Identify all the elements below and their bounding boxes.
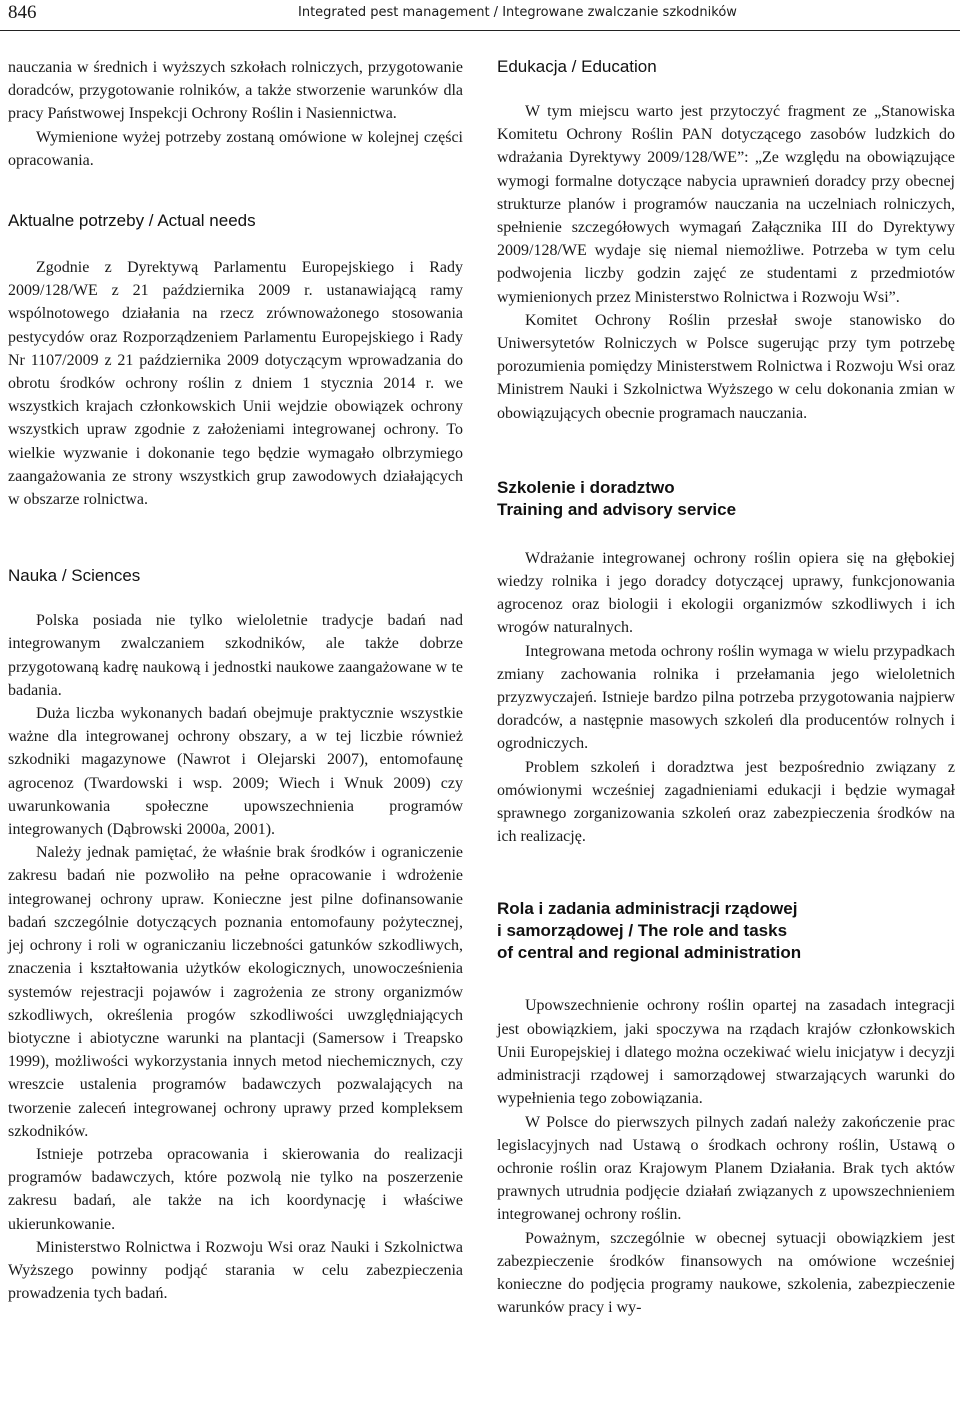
heading-administration-line-3: of central and regional administration: [497, 943, 802, 963]
page-number: 846: [8, 2, 37, 23]
training-paragraph-2: Integrowana metoda ochrony roślin wymaga w wielu przypadkach zmiany zachowania rolnika i przełamania jego wieloletnich przyzwyczajeń. Istnieje bardzo pilna potrzeba przygotowania najpierw doradców, a następnie masowych szkoleń dla producentów rolnych i ogrodniczych.: [497, 642, 955, 753]
intro-paragraph-1: nauczania w średnich i wyższych szkołach rolniczych, przygotowanie doradców, przygotowanie rolników, a także stworzenie warunków dla pracy Państwowej Inspekcji Ochrony Roślin i Nasiennictwa.: [8, 59, 463, 123]
actual-needs-paragraph: Zgodnie z Dyrektywą Parlamentu Europejskiego i Rady 2009/128/WE z 21 października 2009 r. ustanawiającą ramy wspólnotowego działania na rzecz zrównoważonego stosowania pestycydów oraz Rozporządzeniem Parlamentu Europejskiego i Rady Nr 1107/2009 z 21 października 2009 dotyczącym wprowadzania do obrotu środków ochrony roślin z dniem 1 stycznia 2014 r. we wszystkich krajach członkowskich Unii wejdzie obowiązek ochrony wszystkich upraw zgodnie z założeniami integrowanej ochrony. To wielkie wyzwanie i dokonanie tego będzie wymagało olbrzymiego zaangażowania ze strony wszystkich grup zawodowych działających w obszarze rolnictwa.: [8, 259, 463, 509]
sciences-paragraph-4: Istnieje potrzeba opracowania i skierowania do realizacji programów badawczych, które pozwolą nie tylko na poszerzenie zakresu badań, ale także na ich koordynację i właściwe ukierunkowanie.: [8, 1145, 463, 1233]
intro-paragraph-2: Wymienione wyżej potrzeby zostaną omówione w kolejnej części opracowania.: [8, 128, 463, 169]
page-header: [0, 0, 960, 31]
education-paragraph-2: Komitet Ochrony Roślin przesłał swoje stanowisko do Uniwersytetów Rolniczych w Polsce sugerując przy tym potrzebę porozumienia pomiędzy Ministerstwem Rolnictwa i Rozwoju Wsi oraz Ministrem Nauki i Szkolnictwa Wyższego w celu dokonania zmian w obowiązujących obecnie programach nauczania.: [497, 311, 955, 422]
heading-training: [497, 477, 955, 521]
sciences-paragraph-3: Należy jednak pamiętać, że właśnie brak środków i ograniczenie zakresu badań nie pozwoliło na pełne opracowanie i wdrożenie integrowanej ochrony upraw. Konieczne jest pilne dofinansowanie badań szczególnie dotyczących poznania entomofauny pożytecznej, jej ochrony i roli w ograniczaniu liczebności gatunków szkodliwych, znaczenia i kształtowania użytków ekologicznych, unowocześnienia systemów rejestracji pojawów i zagrożenia ze strony organizmów szkodliwych, określenia progów szkodliwości uwzględniających biotyczne i abiotyczne warunki na plantacji (Samersow i Treapsko 1999), możliwości wykorzystania innych metod niechemicznych, czy wreszcie ustalenia programów badawczych pozwalających na tworzenie zaleceń integrowanej ochrony uprawy przed kompleksem szkodników.: [8, 844, 463, 1140]
education-paragraph-1: W tym miejscu warto jest przytoczyć fragment ze „Stanowiska Komitetu Ochrony Roślin PAN dotyczącego zasobów ludzkich do wdrażania Dyrektywy 2009/128/WE”: „Ze względu na obowiązujące wymogi formalne dotyczące nabycia uprawnień doradcy przy obecnej strukturze planów i programów nauczania na uczelniach rolniczych, spełnienie szczegółowych wymagań Załącznika III do Dyrektywy 2009/128/WE wydaje się niemal niemożliwe. Potrzeba w tym celu podwojenia liczby godzin zajęć ze studentami z przedmiotów wymienionych przez Ministerstwo Rolnictwa i Rozwoju Wsi”.: [497, 103, 955, 306]
training-paragraph-1: Wdrażanie integrowanej ochrony roślin opiera się na głębokiej wiedzy rolnika i jego doradcy dotyczącej uprawy, funkcjonowania agrocenoz oraz biologii i ekologii organizmów szkodliwych i ich wrogów naturalnych.: [497, 549, 955, 637]
heading-training-line-2: Training and advisory service: [497, 499, 737, 519]
administration-paragraph-1: Upowszechnienie ochrony roślin opartej na zasadach integracji jest obowiązkiem, jaki spoczywa na rządach krajów członkowskich Unii Europejskiej i dlatego można oczekiwać wielu inicjatyw i decyzji administracji rządowej i samorządowej stwarzających warunki do wypełnienia tego zobowiązania.: [497, 997, 955, 1108]
sciences-paragraph-2: Duża liczba wykonanych badań obejmuje praktycznie wszystkie ważne dla integrowanej ochrony obszary, a w tej liczbie również szkodniki magazynowe (Nawrot i Olejarski 2007), entomofaunę agrocenoz (Twardowski i wsp. 2009; Wiech i Wnuk 2009) czy uwarunkowania społeczne upowszechnienia programów integrowanych (Dąbrowski 2000a, 2001).: [8, 705, 463, 839]
left-column: [8, 56, 463, 1305]
heading-sciences: Nauka / Sciences: [8, 566, 141, 586]
sciences-paragraph-1: Polska posiada nie tylko wieloletnie tradycje badań nad integrowanym zwalczaniem szkodników, ale także dobrze przygotowaną kadrę naukową i jednostki naukowe zaangażowane w te badania.: [8, 612, 463, 699]
right-column: [497, 56, 955, 1319]
heading-actual-needs: Aktualne potrzeby / Actual needs: [8, 211, 256, 231]
administration-paragraph-2: W Polsce do pierwszych pilnych zadań należy zakończenie prac legislacyjnych nad Ustawą o środkach ochrony roślin, Ustawą o ochronie roślin oraz Krajowym Planem Działania. Brak tych aktów prawnych utrudnia podjęcie działań związanych z upowszechnieniem integrowanej ochrony roślin.: [497, 1113, 955, 1224]
training-paragraph-3: Problem szkoleń i doradztwa jest bezpośrednio związany z omówionymi wcześniej zagadnieniami edukacji i będzie wymagał sprawnego zorganizowania szkoleń oraz zabezpieczenia środków na ich realizację.: [497, 758, 955, 846]
heading-education: Edukacja / Education: [497, 57, 657, 76]
administration-paragraph-3: Poważnym, szczególnie w obecnej sytuacji obowiązkiem jest zabezpieczenie środków finansowych na omówione wcześniej konieczne do podjęcia programy naukowe, szkolenia, zabezpieczenie warunków pracy i wy-: [497, 1229, 955, 1317]
heading-administration: [497, 898, 955, 964]
heading-training-line-1: Szkolenie i doradztwo: [497, 477, 675, 497]
heading-administration-line-2: i samorządowej / The role and tasks: [497, 921, 788, 941]
sciences-paragraph-5: Ministerstwo Rolnictwa i Rozwoju Wsi oraz Nauki i Szkolnictwa Wyższego powinny podjąć starania w celu zabezpieczenia prowadzenia tych badań.: [8, 1238, 463, 1303]
running-title: Integrated pest management / Integrowane zwalczanie szkodników: [298, 5, 737, 20]
heading-administration-line-1: Rola i zadania administracji rządowej: [497, 899, 798, 919]
